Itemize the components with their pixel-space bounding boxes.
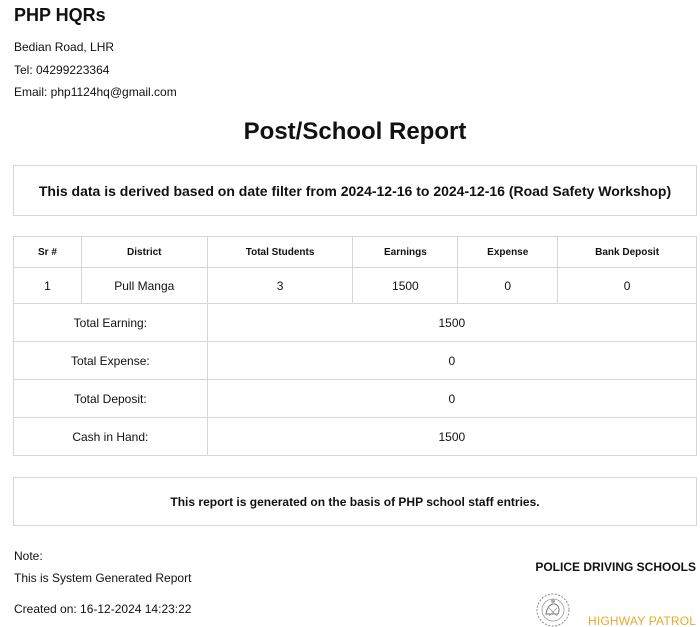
highway-patrol-logo-text: HIGHWAY PATROL: [588, 614, 697, 627]
summary-label: Total Expense:: [14, 342, 208, 380]
org-email: Email: php1124hq@gmail.com: [14, 85, 177, 99]
table-cell: 0: [458, 268, 558, 304]
summary-value: 0: [207, 380, 696, 418]
date-filter-box: [13, 165, 697, 216]
table-row: [14, 268, 697, 304]
summary-row-cash-in-hand: [14, 418, 697, 456]
column-header: Earnings: [353, 237, 458, 268]
org-address: Bedian Road, LHR: [14, 40, 115, 54]
basis-note-text: This report is generated on the basis of PHP school staff entries.: [170, 494, 540, 509]
table-cell: Pull Manga: [81, 268, 207, 304]
summary-label: Cash in Hand:: [14, 418, 208, 456]
summary-row-total-earning: [14, 304, 697, 342]
highway-patrol-logo-icon: [531, 588, 577, 627]
table-cell: 1: [14, 268, 82, 304]
column-header: Total Students: [207, 237, 353, 268]
summary-value: 1500: [207, 304, 696, 342]
org-tel: Tel: 04299223364: [14, 63, 110, 77]
date-filter-text: This data is derived based on date filter from 2024-12-16 to 2024-12-16 (Road Safety Workshop): [38, 182, 672, 199]
table-cell: 0: [558, 268, 697, 304]
summary-row-total-expense: [14, 342, 697, 380]
basis-note-box: [13, 477, 697, 526]
report-title: Post/School Report: [243, 118, 467, 145]
created-on: Created on: 16-12-2024 14:23:22: [14, 602, 192, 616]
column-header: Sr #: [14, 237, 82, 268]
summary-label: Total Deposit:: [14, 380, 208, 418]
column-header: Bank Deposit: [558, 237, 697, 268]
schools-title: POLICE DRIVING SCHOOLS: [535, 560, 696, 574]
column-header: Expense: [458, 237, 558, 268]
report-table: [13, 236, 697, 456]
org-name: PHP HQRs: [14, 5, 106, 25]
summary-row-total-deposit: [14, 380, 697, 418]
column-header: District: [81, 237, 207, 268]
summary-label: Total Earning:: [14, 304, 208, 342]
table-header-row: [14, 237, 697, 268]
summary-value: 1500: [207, 418, 696, 456]
note-text: This is System Generated Report: [14, 571, 192, 585]
summary-value: 0: [207, 342, 696, 380]
note-label: Note:: [14, 549, 43, 563]
table-cell: 3: [207, 268, 353, 304]
table-cell: 1500: [353, 268, 458, 304]
